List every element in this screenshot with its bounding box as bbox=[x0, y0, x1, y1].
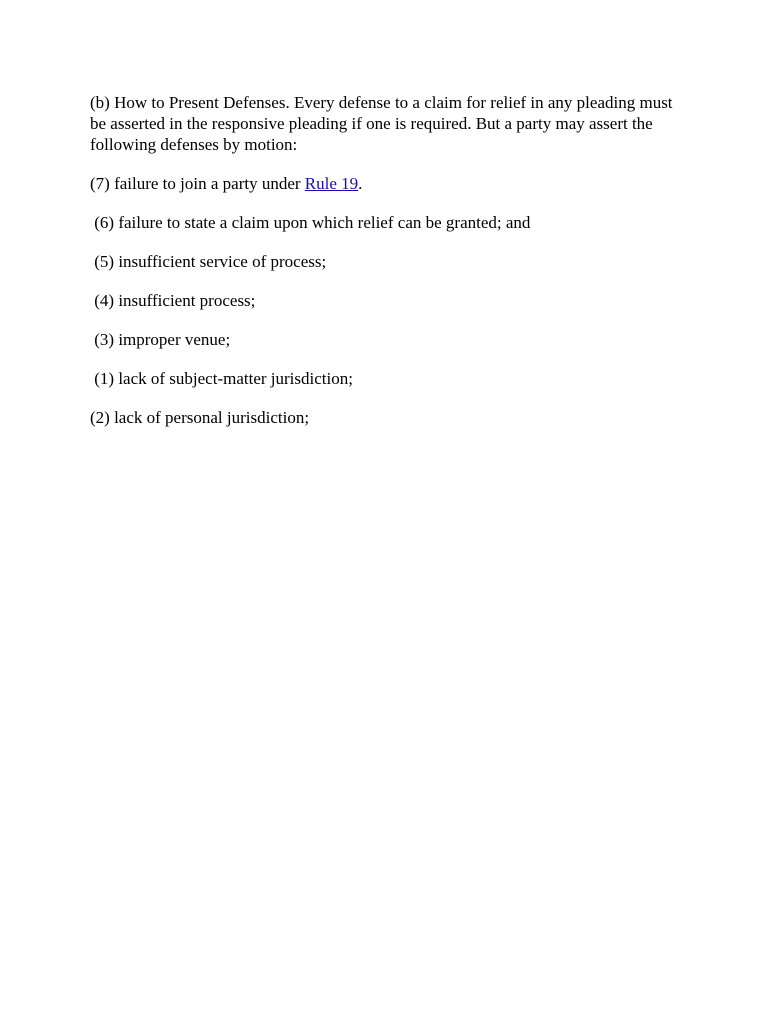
defense-item-6: (6) failure to state a claim upon which relief can be granted; and bbox=[90, 213, 531, 232]
defense-item-5: (5) insufficient service of process; bbox=[90, 252, 327, 271]
defense-item-7-text: (7) failure to join a party under bbox=[90, 174, 305, 193]
document-body bbox=[90, 92, 690, 446]
rule-19-link[interactable]: Rule 19 bbox=[304, 174, 359, 193]
defense-item-7-suffix: . bbox=[358, 174, 363, 193]
defense-item-3: (3) improper venue; bbox=[90, 330, 231, 349]
defense-item-1: (1) lack of subject-matter jurisdiction; bbox=[90, 369, 353, 388]
intro-paragraph: (b) How to Present Defenses. Every defense to a claim for relief in any pleading must be asserted in the responsive pleading if one is required. But a party may assert the following defenses by motion: bbox=[90, 93, 673, 154]
defense-item-4: (4) insufficient process; bbox=[90, 291, 256, 310]
defense-item-7 bbox=[90, 173, 690, 194]
defense-item-2: (2) lack of personal jurisdiction; bbox=[90, 408, 310, 427]
